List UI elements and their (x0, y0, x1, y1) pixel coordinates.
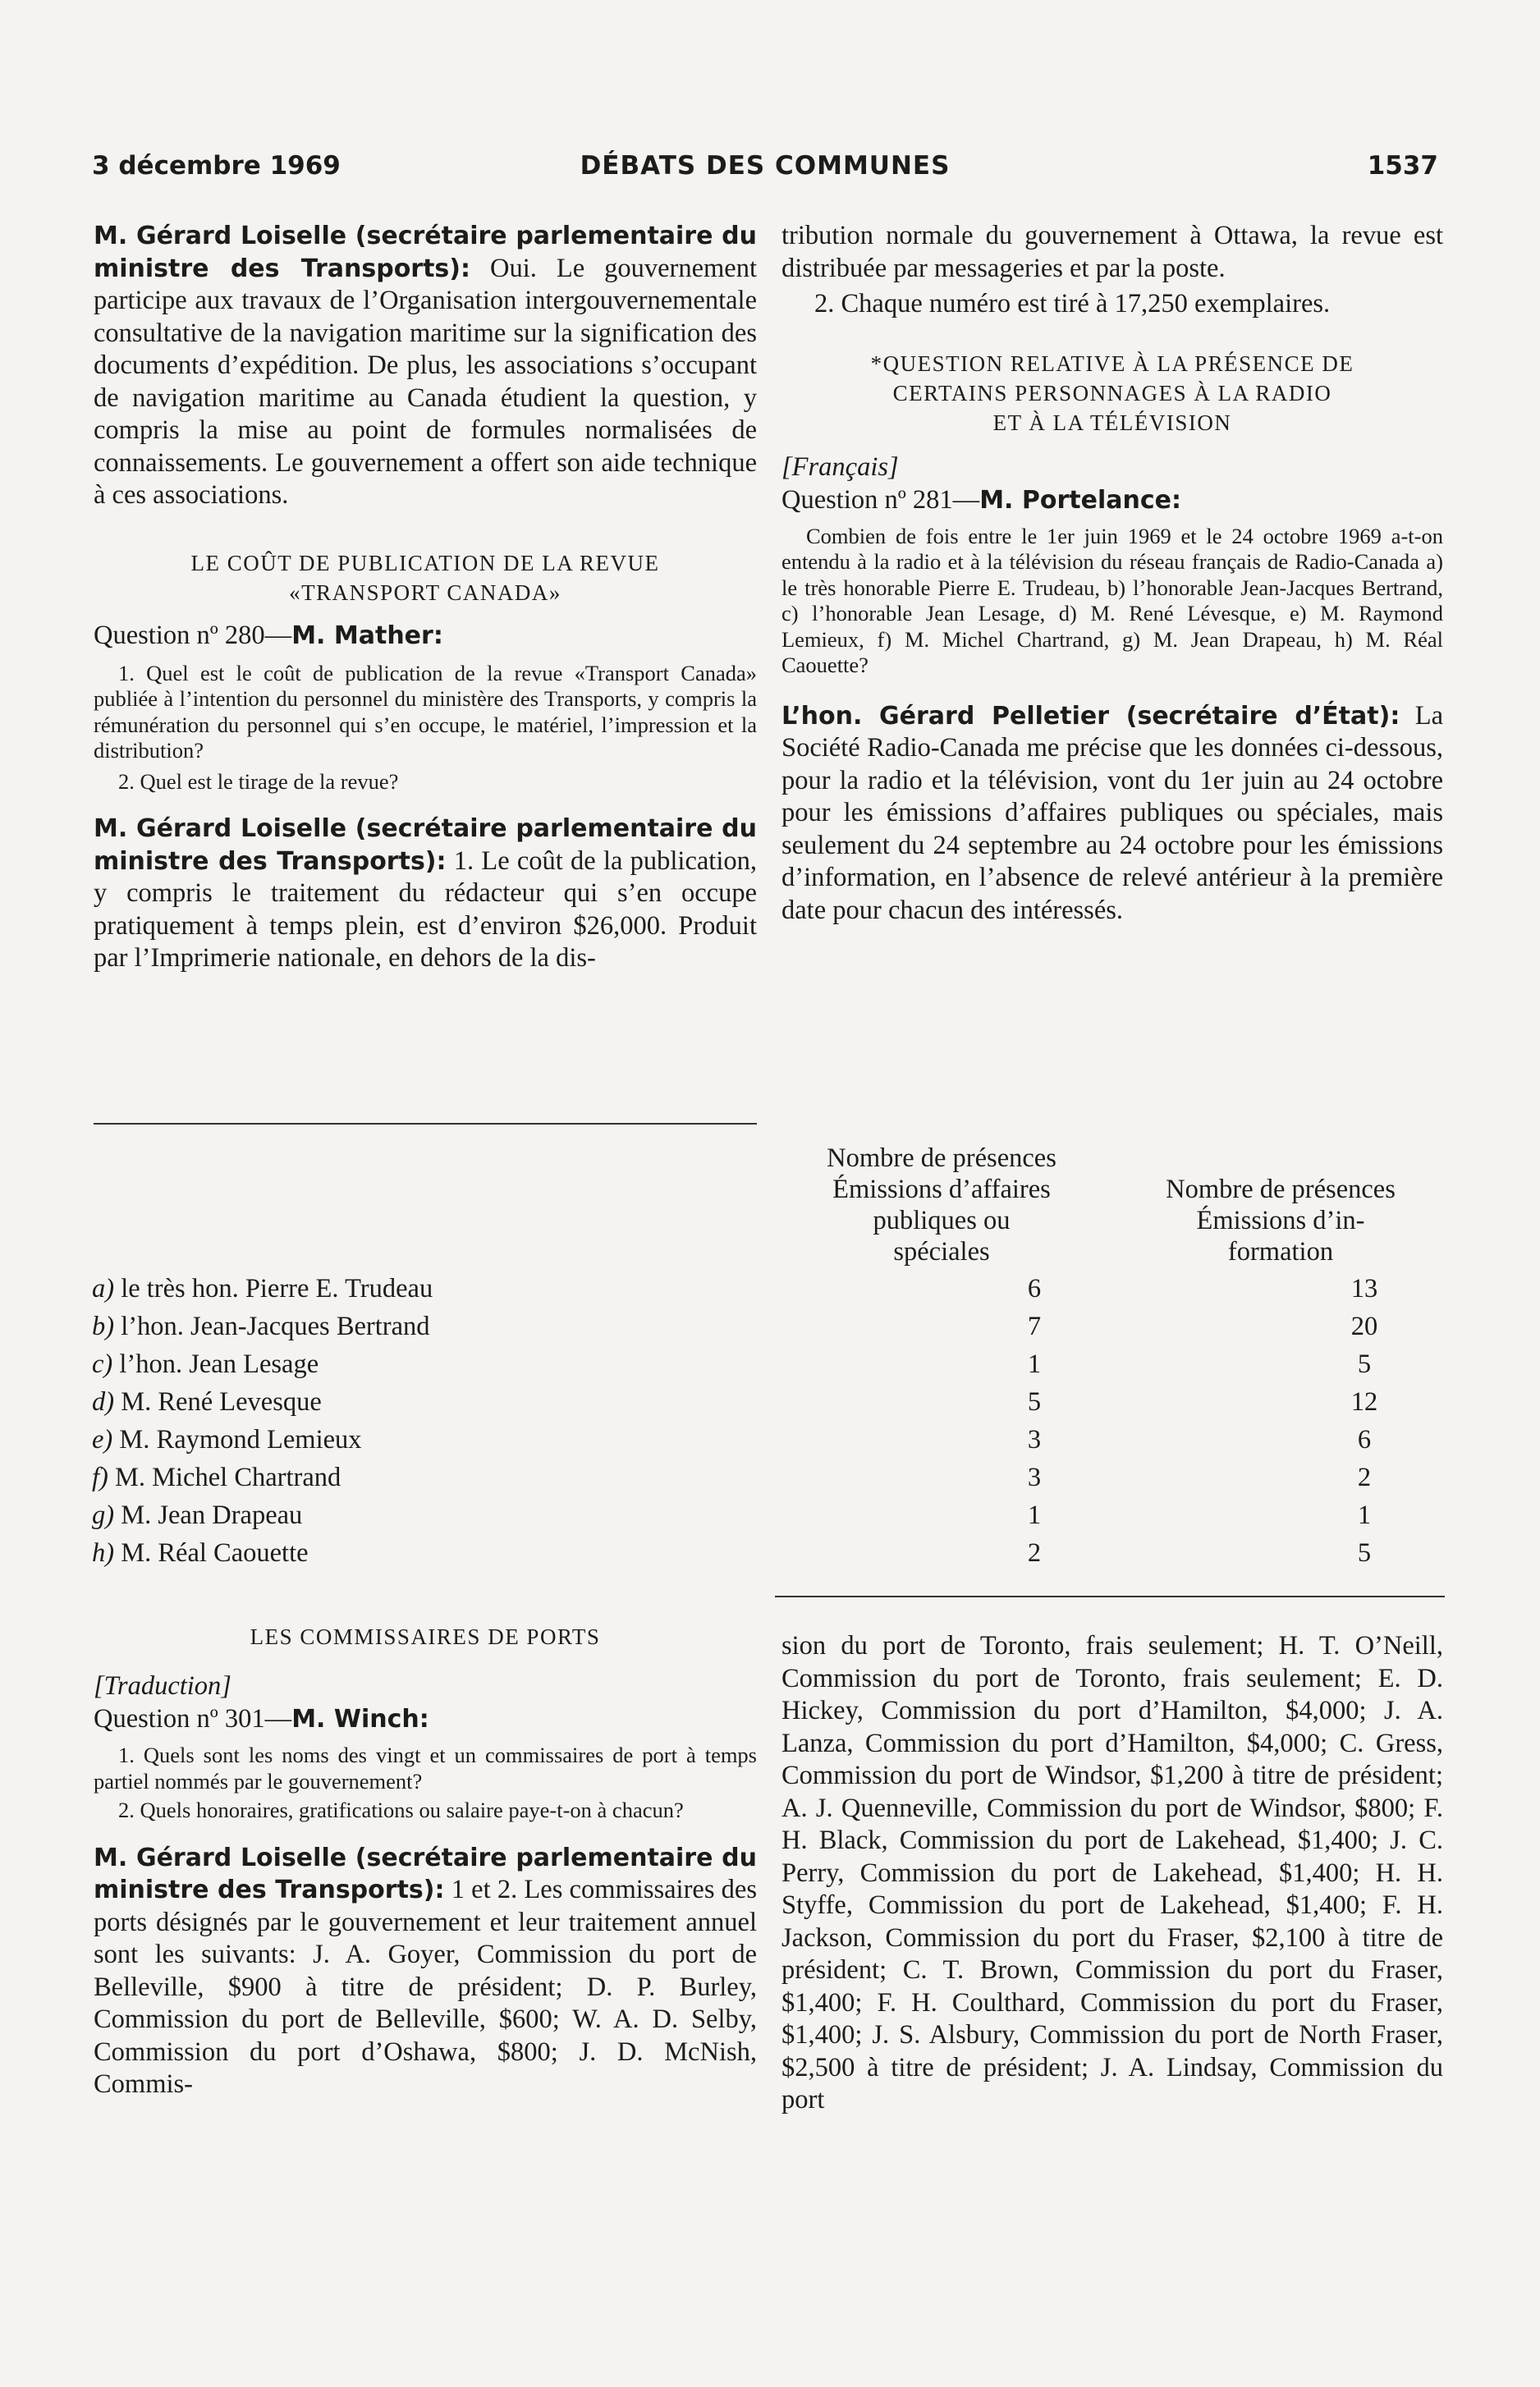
row-letter: b) (92, 1312, 115, 1341)
table-row (92, 1538, 1422, 1576)
right-column-bottom (781, 1630, 1443, 2117)
count-affaires: 2 (1027, 1538, 1042, 1568)
count-information: 5 (1357, 1349, 1372, 1379)
answer-text: La Société Radio-Canada me précise que les données ci-dessous, pour la radio et la télévision, vont du 1er juin au 24 octobre pour les émissions d’affaires publiques ou spéciales, mais seulement du 24 septembre au 24 octobre pour les émissions d’information, en l’absence de relevé antérieur à la première date pour chacun des intéressés. (781, 700, 1443, 925)
row-name-text: M. René Levesque (114, 1387, 322, 1417)
question-line (94, 1702, 757, 1736)
person-name (92, 1274, 433, 1304)
question-item: Combien de fois entre le 1er juin 1969 et le 24 octobre 1969 a-t-on entendu à la radio et à la télévision du réseau français de Radio-Canada a) le très honorable Pierre E. Trudeau, b) l’honorable Jean-Jacques Bertrand, c) l’honorable Jean Lesage, d) M. René Lévesque, e) M. Raymond Lemieux, f) M. Michel Chartrand, g) M. Jean Drapeau, h) M. Réal Caouette? (781, 523, 1443, 677)
heading-line: LE COÛT DE PUBLICATION DE LA REVUE (190, 550, 660, 575)
person-name (92, 1500, 302, 1531)
count-affaires: 3 (1027, 1463, 1042, 1492)
answer-paragraph-4 (94, 1842, 757, 2101)
left-column-top (94, 220, 757, 975)
question-text (94, 1743, 757, 1824)
language-tag: [Traduction] (94, 1671, 231, 1701)
row-name-text: M. Raymond Lemieux (112, 1425, 362, 1455)
divider-rule (775, 1596, 1445, 1597)
question-member: M. Mather: (291, 621, 443, 650)
question-item: 1. Quels sont les noms des vingt et un commissaires de port à temps partiel nommés par le gouvernement? (94, 1743, 757, 1794)
continuation-paragraph: sion du port de Toronto, frais seulement; H. T. O’Neill, Commission du port de Toronto, frais seulement; E. D. Hickey, Commission du port d’Hamilton, $4,000; J. A. Lanza, Commission du port d’Hamilton, $4,000; C. Gress, Commission du port de Windsor, $1,200 à titre de président; A. J. Quenneville, Commission du port de Windsor, $800; F. H. Black, Commission du port de Lakehead, $1,400; J. C. Perry, Commission du port de Lakehead, $1,400; H. H. Styffe, Commission du port de Lakehead, $1,400; F. H. Jackson, Commission du port du Fraser, $2,100 à titre de président; C. T. Brown, Commission du port du Fraser, $1,400; F. H. Coulthard, Commission du port du Fraser, $1,400; J. S. Alsbury, Commission du port de North Fraser, $2,500 à titre de président; J. A. Lindsay, Commission du port (781, 1631, 1443, 2114)
answer-paragraph: 2. Chaque numéro est tiré à 17,250 exemplaires. (814, 289, 1331, 318)
count-information: 6 (1357, 1425, 1372, 1455)
left-column-bottom (94, 1622, 757, 2101)
row-letter: g) (92, 1500, 115, 1530)
count-affaires: 7 (1027, 1312, 1042, 1341)
page-header (92, 151, 1438, 192)
section-heading: LES COMMISSAIRES DE PORTS (250, 1624, 601, 1649)
question-line (781, 483, 1443, 517)
count-information: 1 (1357, 1500, 1372, 1530)
row-letter: f) (92, 1463, 108, 1492)
table-row (92, 1500, 1422, 1538)
question-item: 2. Quel est le tirage de la revue? (118, 768, 399, 794)
question-member: M. Portelance: (979, 485, 1181, 515)
header-line: formation (1227, 1237, 1334, 1267)
right-column-top (781, 220, 1443, 927)
question-line (94, 619, 757, 653)
count-information: 13 (1350, 1274, 1378, 1303)
heading-line: «TRANSPORT CANADA» (289, 580, 561, 605)
row-name-text: l’hon. Jean-Jacques Bertrand (114, 1312, 430, 1341)
answer-paragraph-1 (94, 220, 757, 512)
row-name-text: M. Réal Caouette (114, 1538, 309, 1568)
row-name-text: le très hon. Pierre E. Trudeau (114, 1274, 433, 1303)
answer-text: 1 et 2. Les commissaires des ports désignés par le gouvernement et leur traitement annuel sont les suivants: J. A. Goyer, Commission du port de Belleville, $900 à titre de président; D. P. Burley, Commission du port de Belleville, $600; W. A. D. Selby, Commission du port d’Oshawa, $800; J. D. McNish, Commis- (94, 1875, 758, 2099)
header-page-number: 1537 (1367, 151, 1438, 181)
row-name-text: M. Jean Drapeau (114, 1500, 303, 1530)
divider-rule (94, 1123, 757, 1125)
table-row (92, 1349, 1422, 1387)
count-affaires: 1 (1027, 1500, 1042, 1530)
question-number: Question nº 301— (94, 1704, 292, 1734)
count-affaires: 1 (1027, 1349, 1042, 1379)
continuation-paragraph: tribution normale du gouvernement à Ottawa, la revue est distribuée par messageries et par la poste. (781, 221, 1443, 283)
question-text (781, 524, 1443, 679)
row-letter: h) (92, 1538, 115, 1568)
count-information: 12 (1350, 1387, 1378, 1417)
person-name (92, 1349, 319, 1380)
header-line: Émissions d’in- (1196, 1206, 1365, 1235)
row-letter: e) (92, 1425, 113, 1455)
header-line: Émissions d’affaires (832, 1175, 1051, 1204)
count-affaires: 6 (1027, 1274, 1042, 1303)
section-heading (781, 349, 1443, 438)
question-number: Question nº 281— (781, 484, 980, 515)
speaker-name: M. Gérard Loiselle (secrétaire parlementaire du ministre des Transports): (94, 222, 757, 283)
speaker-name: L’hon. Gérard Pelletier (secrétaire d’État): (781, 701, 1400, 731)
question-text (94, 661, 757, 795)
heading-line: ET À LA TÉLÉVISION (992, 410, 1232, 435)
count-affaires: 5 (1027, 1387, 1042, 1417)
heading-line: *QUESTION RELATIVE À LA PRÉSENCE DE (870, 350, 1354, 376)
table-row (92, 1463, 1422, 1500)
answer-paragraph-3 (781, 700, 1443, 928)
table-row (92, 1312, 1422, 1349)
row-letter: c) (92, 1349, 113, 1379)
table-row (92, 1425, 1422, 1463)
row-name-text: M. Michel Chartrand (108, 1463, 341, 1492)
person-name (92, 1387, 322, 1418)
person-name (92, 1538, 309, 1569)
speaker-name: M. Gérard Loiselle (secrétaire parlementaire du ministre des Transports): (94, 814, 757, 876)
section-heading (94, 548, 757, 607)
row-letter: d) (92, 1387, 115, 1417)
heading-line: CERTAINS PERSONNAGES À LA RADIO (892, 380, 1332, 405)
row-letter: a) (92, 1274, 115, 1303)
answer-paragraph-2 (94, 813, 757, 975)
table-header-information (1116, 1174, 1445, 1267)
answer-text: Oui. Le gouvernement participe aux travaux de l’Organisation intergouvernementale consultative de la navigation maritime sur la signification des documents d’expédition. De plus, les associations s’occupant de navigation maritime au Canada étudient la question, y compris la mise au point de formules normalisées de connaissements. Le gouvernement a offert son aide technique à ces associations. (94, 253, 758, 510)
table-row (92, 1274, 1422, 1312)
table-row (92, 1387, 1422, 1425)
language-tag: [Français] (781, 451, 899, 482)
person-name (92, 1463, 341, 1493)
row-name-text: l’hon. Jean Lesage (112, 1349, 319, 1379)
header-line: spéciales (893, 1237, 990, 1267)
count-affaires: 3 (1027, 1425, 1042, 1455)
count-information: 5 (1357, 1538, 1372, 1568)
header-title: DÉBATS DES COMMUNES (580, 151, 951, 181)
header-line: Nombre de présences (1166, 1175, 1396, 1204)
person-name (92, 1425, 362, 1455)
person-name (92, 1312, 430, 1342)
header-date: 3 décembre 1969 (92, 151, 341, 181)
question-item: 1. Quel est le coût de publication de la revue «Transport Canada» publiée à l’intention du personnel du ministère des Transports, y compris la rémunération du personnel qui s’en occupe, le matériel, l’impression et la distribution? (94, 660, 757, 763)
count-information: 2 (1357, 1463, 1372, 1492)
question-member: M. Winch: (291, 1705, 429, 1734)
table-header-affaires (781, 1143, 1102, 1267)
question-item: 2. Quels honoraires, gratifications ou salaire paye-t-on à chacun? (118, 1798, 684, 1822)
count-information: 20 (1350, 1312, 1378, 1341)
question-number: Question nº 280— (94, 620, 292, 650)
speaker-name: M. Gérard Loiselle (secrétaire parlementaire du ministre des Transports): (94, 1843, 757, 1904)
header-line: publiques ou (873, 1206, 1011, 1235)
header-line: Nombre de présences (827, 1143, 1056, 1173)
answer-text: 1. Le coût de la publication, y compris le traitement du rédacteur qui s’en occupe pratiquement à temps plein, est d’environ $26,000. Produit par l’Imprimerie nationale, en dehors de la dis- (94, 845, 757, 973)
